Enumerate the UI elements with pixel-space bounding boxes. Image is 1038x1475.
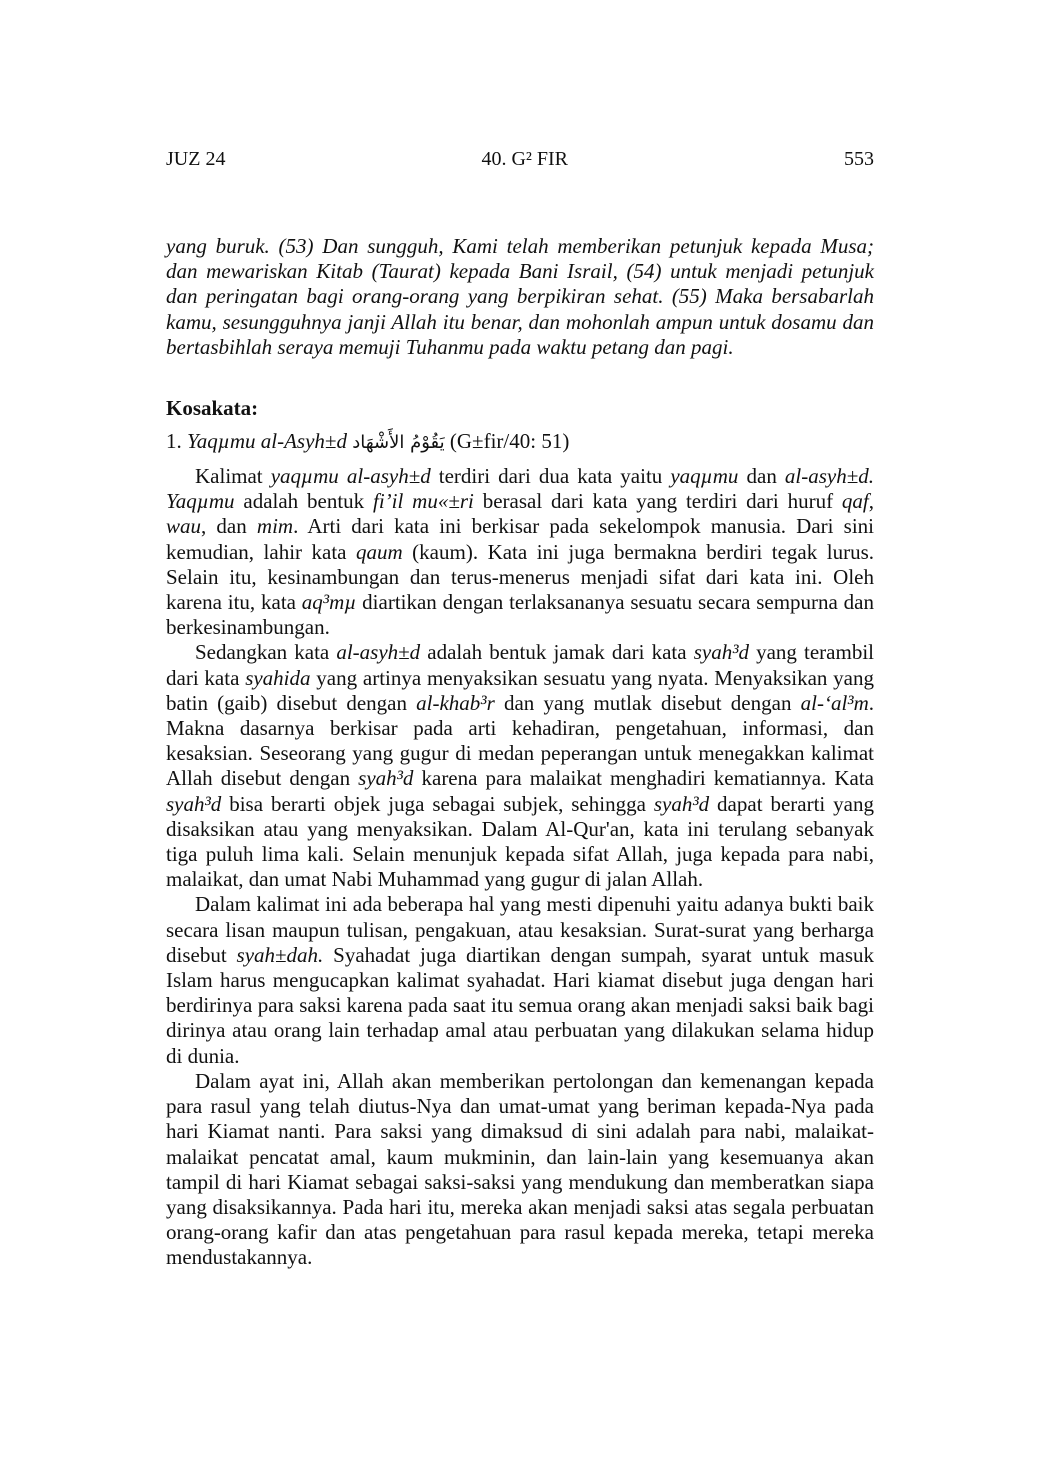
term-run: al-‘al³m	[800, 690, 869, 715]
text-run: yang artinya menyaksikan sesuatu yang nyata. Menyaksikan yang batin (gaib) disebut dengan	[166, 665, 874, 715]
term-run: yaqµmu al-asyh±d	[270, 464, 431, 489]
text-run: Kalimat	[195, 464, 271, 489]
vocab-number: 1.	[166, 429, 182, 454]
vocab-arabic: يَقُوْمُ الأَشْهَاد	[352, 432, 445, 454]
term-run: al-asyh±d	[336, 640, 421, 665]
text-run: bisa berarti objek juga sebagai subjek, sehingga	[221, 791, 654, 816]
term-run: syah³d	[693, 640, 749, 665]
term-run: al-khab³r	[416, 690, 495, 715]
explanation-paragraph-4: Dalam ayat ini, Allah akan memberikan pertolongan dan kemenangan kepada para rasul yang telah diutus-Nya dan umat-umat yang beriman kepada-Nya pada hari Kiamat nanti. Para saksi yang dimaksud di sini adalah para nabi, malaikat-malaikat pencatat amal, kaum mukminin, dan lain-lain yang kesemuanya akan tampil di hari Kiamat sebagai saksi-saksi yang mendukung dan memberatkan siapa yang disaksikannya. Pada hari itu, mereka akan menjadi saksi atas segala perbuatan orang-orang kafir dan atas pengetahuan para rasul kepada mereka, tetapi mereka mendustakannya.	[166, 1068, 874, 1270]
term-run: qaf	[841, 489, 869, 514]
explanation-paragraph-2	[166, 640, 874, 892]
text-run: . Makna dasarnya berkisar pada arti kehadiran, pengetahuan, informasi, dan kesaksian. Seseorang yang gugur di medan peperangan untuk menegakkan kalimat Allah disebut dengan	[166, 690, 874, 791]
explanation-paragraph-3	[166, 892, 874, 1068]
text-run: , dan	[201, 514, 257, 539]
page-content	[166, 234, 874, 1271]
surah-title: 40. G² FIR	[481, 148, 568, 170]
translation-paragraph: yang buruk. (53) Dan sungguh, Kami telah memberikan petunjuk kepada Musa; dan mewariskan Kitab (Taurat) kepada Bani Israil, (54) untuk menjadi petunjuk dan peringatan bagi orang-orang yang berpikiran sehat. (55) Maka bersabarlah kamu, sesungguhnya janji Allah itu benar, dan mohonlah ampun untuk dosamu dan bertasbihlah seraya memuji Tuhanmu pada waktu petang dan pagi.	[166, 234, 874, 359]
text-run: yang terambil dari kata	[166, 640, 874, 690]
term-run: syah±dah.	[236, 942, 324, 967]
text-run: berasal dari kata yang terdiri dari huruf	[473, 489, 842, 514]
text-run: adalah bentuk jamak dari kata	[420, 640, 694, 665]
term-run: syahida	[245, 665, 311, 690]
text-run: terdiri dari dua kata yaitu	[430, 464, 671, 489]
text-run: dan	[738, 464, 785, 489]
vocab-term: Yaqµmu al-Asyh±d	[187, 429, 347, 454]
term-run: wau	[166, 514, 202, 539]
kosakata-heading: Kosakata:	[166, 396, 259, 421]
juz-label: JUZ 24	[166, 148, 226, 170]
term-run: al-asyh±d. Yaqµmu	[166, 464, 874, 514]
explanation-paragraph-1	[166, 464, 874, 640]
term-run: syah³d	[166, 791, 222, 816]
text-run: dan yang mutlak disebut dengan	[494, 690, 801, 715]
vocab-item	[166, 428, 874, 456]
term-run: aq³mµ	[301, 590, 357, 615]
text-run: ,	[868, 489, 875, 514]
text-run: Dalam kalimat ini ada beberapa hal yang mesti dipenuhi yaitu adanya bukti baik secara lisan maupun tulisan, pengakuan, atau kesaksian. Surat-surat yang berharga disebut	[166, 892, 874, 967]
term-run: syah³d	[653, 791, 710, 816]
text-run: Sedangkan kata	[195, 640, 337, 665]
text-run: Syahadat juga diartikan dengan sumpah, syarat untuk masuk Islam harus mengucapkan kalimat syahadat. Hari kiamat disebut juga dengan hari berdirinya para saksi karena pada saat itu semua orang akan menjadi saksi baik bagi dirinya atau orang lain terhadap amal atau perbuatan yang dilakukan selama hidup di dunia.	[166, 942, 874, 1068]
term-run: mim	[256, 514, 294, 539]
term-run: syah³d	[358, 766, 414, 791]
text-run: karena para malaikat menghadiri kematiannya. Kata	[413, 766, 874, 791]
text-run: (kaum). Kata ini juga bermakna berdiri tegak lurus. Selain itu, kesinambungan dan terus-menerus menjadi sifat dari kata ini. Oleh karena itu, kata	[166, 539, 874, 615]
text-run: diartikan dengan terlaksananya sesuatu secara sempurna dan berkesinambungan.	[166, 590, 874, 640]
term-run: qaum	[356, 539, 403, 564]
term-run: fi’il mu«±ri	[373, 489, 474, 514]
page-header	[166, 147, 874, 171]
text-run: dapat berarti yang disaksikan atau yang menyaksikan. Dalam Al-Qur'an, kata ini terulang sebanyak tiga puluh lima kali. Selain menunjuk kepada sifat Allah, juga kepada para nabi, malaikat, dan umat Nabi Muhammad yang gugur di jalan Allah.	[166, 791, 874, 892]
page-number: 553	[844, 148, 874, 170]
text-run: adalah bentuk	[234, 489, 373, 514]
vocab-reference: (G±fir/40: 51)	[449, 429, 570, 454]
text-run: . Arti dari kata ini berkisar pada sekelompok manusia. Dari sini kemudian, lahir kata	[166, 514, 874, 564]
term-run: yaqµmu	[670, 464, 739, 489]
